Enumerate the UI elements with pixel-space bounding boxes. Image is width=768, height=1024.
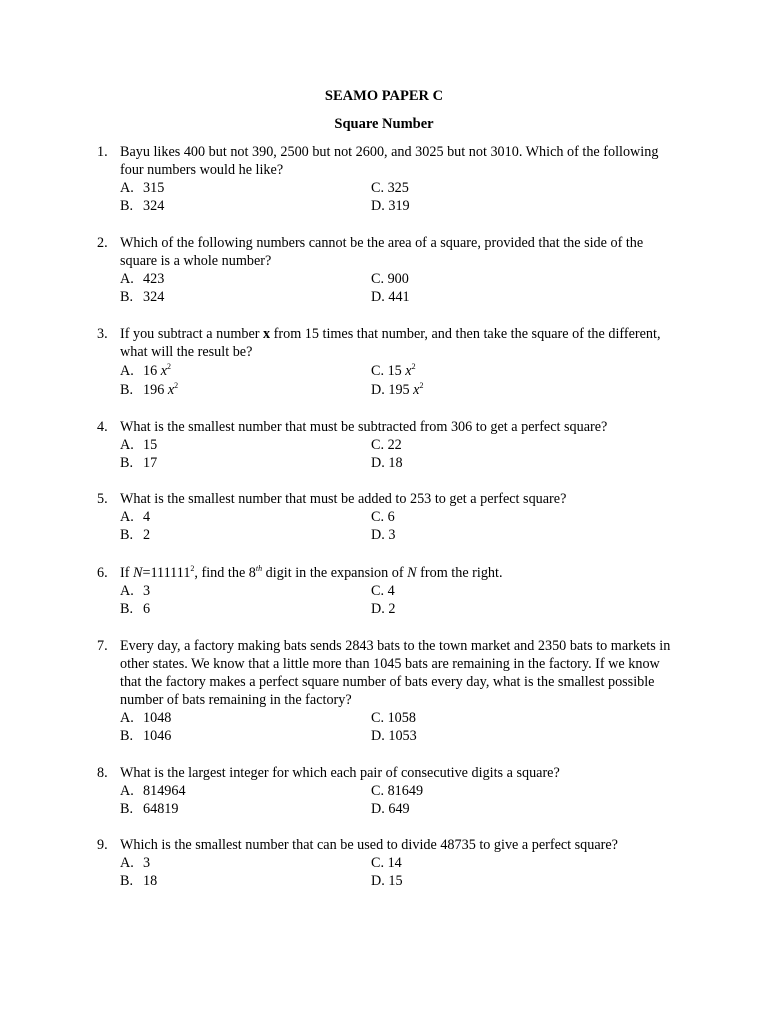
option-a[interactable]: A. 3 bbox=[120, 855, 151, 871]
option-c[interactable]: C. 900 bbox=[371, 271, 409, 287]
option-b[interactable]: B. 6 bbox=[120, 601, 151, 617]
answer-options bbox=[120, 508, 682, 544]
option-c[interactable]: C. 4 bbox=[371, 583, 395, 599]
option-d[interactable]: D. 18 bbox=[371, 455, 403, 471]
question-text: If $N=111111^2$, find the 8th digit in the expansion of N from the right. bbox=[120, 564, 503, 581]
answer-options bbox=[120, 270, 682, 306]
option-c[interactable]: C. 14 bbox=[371, 855, 402, 871]
option-a[interactable]: A. 1048 bbox=[120, 710, 172, 726]
question-number: 9. bbox=[97, 837, 108, 853]
question-text: Which is the smallest number that can be used to divide 48735 to give a perfect square? bbox=[120, 837, 618, 853]
option-a[interactable]: A. 16 $x^2$ bbox=[120, 362, 172, 379]
option-a[interactable]: A. 814964 bbox=[120, 783, 186, 799]
variable-x: x bbox=[263, 326, 271, 342]
option-b[interactable]: B. 324 bbox=[120, 198, 165, 214]
answer-options bbox=[120, 436, 682, 472]
option-a[interactable]: A. 4 bbox=[120, 509, 151, 525]
option-c[interactable]: C. 81649 bbox=[371, 783, 424, 799]
option-a[interactable]: A. 315 bbox=[120, 180, 165, 196]
question-text: Every day, a factory making bats sends 2843 bats to the town market and 2350 bats to markets in other states. We know that a little more than 1045 bats are remaining in the factory. If we know that the factory makes a perfect square number of bats every day, what is the smallest possible number of bats remaining in the factory? bbox=[120, 638, 671, 708]
question-number: 1. bbox=[97, 144, 108, 160]
option-d[interactable]: D. 1053 bbox=[371, 728, 417, 744]
question-6 bbox=[97, 564, 682, 618]
question-number: 3. bbox=[97, 326, 108, 342]
option-c[interactable]: C. 325 bbox=[371, 180, 409, 196]
answer-options bbox=[120, 782, 682, 818]
question-9 bbox=[97, 836, 682, 890]
option-b[interactable]: B. 196 $x^2$ bbox=[120, 381, 179, 398]
question-text: Which of the following numbers cannot be the area of a square, provided that the side of the square is a whole number? bbox=[120, 235, 644, 269]
option-c[interactable]: C. 1058 bbox=[371, 710, 416, 726]
question-text: Bayu likes 400 but not 390, 2500 but not 2600, and 3025 but not 3010. Which of the following four numbers would he like? bbox=[120, 144, 659, 178]
answer-options bbox=[120, 361, 682, 399]
option-b[interactable]: B. 1046 bbox=[120, 728, 172, 744]
answer-options bbox=[120, 854, 682, 890]
option-b[interactable]: B. 324 bbox=[120, 289, 165, 305]
option-c[interactable]: C. 15 $x^2$ bbox=[371, 362, 416, 379]
option-c[interactable]: C. 6 bbox=[371, 509, 395, 525]
question-number: 7. bbox=[97, 638, 108, 654]
question-text: What is the smallest number that must be subtracted from 306 to get a perfect square? bbox=[120, 419, 608, 435]
question-4 bbox=[97, 418, 682, 472]
option-d[interactable]: D. 15 bbox=[371, 873, 403, 889]
option-b[interactable]: B. 18 bbox=[120, 873, 158, 889]
page-subtitle: Square Number bbox=[334, 116, 434, 132]
question-text: What is the largest integer for which each pair of consecutive digits a square? bbox=[120, 765, 560, 781]
question-number: 5. bbox=[97, 491, 108, 507]
option-a[interactable]: A. 3 bbox=[120, 583, 151, 599]
question-number: 6. bbox=[97, 565, 108, 581]
question-3 bbox=[97, 325, 682, 399]
question-2 bbox=[97, 234, 682, 306]
question-1 bbox=[97, 143, 682, 215]
question-text: What is the smallest number that must be added to 253 to get a perfect square? bbox=[120, 491, 567, 507]
option-d[interactable]: D. 195 $x^2$ bbox=[371, 381, 424, 398]
question-7 bbox=[97, 637, 682, 745]
option-a[interactable]: A. 15 bbox=[120, 437, 158, 453]
option-d[interactable]: D. 3 bbox=[371, 527, 396, 543]
option-a[interactable]: A. 423 bbox=[120, 271, 165, 287]
option-d[interactable]: D. 2 bbox=[371, 601, 396, 617]
option-d[interactable]: D. 649 bbox=[371, 801, 410, 817]
question-8 bbox=[97, 764, 682, 818]
option-b[interactable]: B. 17 bbox=[120, 455, 158, 471]
answer-options bbox=[120, 179, 682, 215]
question-text: If you subtract a number x from 15 times that number, and then take the square of the different, what will the result be? bbox=[120, 326, 661, 360]
answer-options bbox=[120, 709, 682, 745]
answer-options bbox=[120, 582, 682, 618]
question-5 bbox=[97, 490, 682, 544]
question-number: 8. bbox=[97, 765, 108, 781]
option-d[interactable]: D. 441 bbox=[371, 289, 410, 305]
question-number: 2. bbox=[97, 235, 108, 251]
page-title: SEAMO PAPER C bbox=[324, 88, 444, 104]
option-b[interactable]: B. 64819 bbox=[120, 801, 179, 817]
option-c[interactable]: C. 22 bbox=[371, 437, 402, 453]
option-b[interactable]: B. 2 bbox=[120, 527, 151, 543]
option-d[interactable]: D. 319 bbox=[371, 198, 410, 214]
question-number: 4. bbox=[97, 419, 108, 435]
